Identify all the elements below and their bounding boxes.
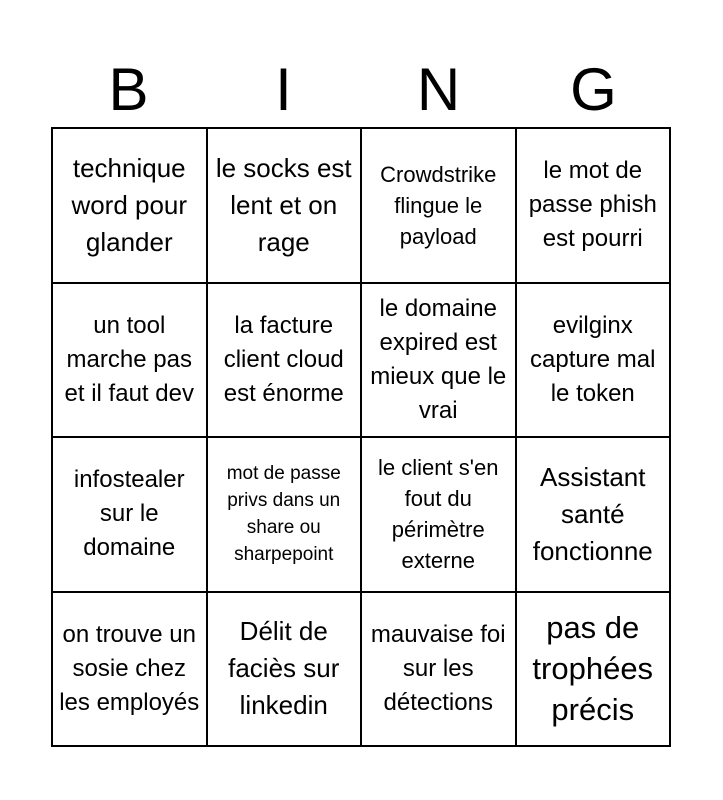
bingo-cell-text: le socks est lent et on rage (215, 152, 352, 257)
bingo-cell-text: mot de passe privs dans un share ou sharpepoint (226, 463, 341, 566)
bingo-cell-text: le domaine expired est mieux que le vrai (370, 294, 507, 424)
header-letter-g: G (570, 56, 617, 123)
header-letter-b: B (108, 56, 149, 123)
bingo-cell-text: infostealer sur le domaine (73, 466, 185, 562)
bingo-cell-text: pas de trophées précis (532, 610, 654, 728)
bingo-cell-text: Assistant santé fonctionne (532, 461, 653, 566)
bingo-cell[interactable] (53, 438, 208, 593)
bingo-cell-text: un tool marche pas et il faut dev (64, 311, 194, 407)
header-letter-i: I (275, 56, 292, 123)
bingo-cell[interactable] (517, 284, 672, 439)
bingo-cell[interactable] (517, 438, 672, 593)
bingo-cell-text: Délit de faciès sur linkedin (228, 616, 340, 721)
bingo-cell-text: evilginx capture mal le token (530, 311, 656, 407)
bingo-cell[interactable] (208, 129, 363, 284)
bingo-cell[interactable] (208, 438, 363, 593)
bingo-cell-text: le mot de passe phish est pourri (528, 157, 657, 253)
bingo-cell-text: technique word pour glander (71, 152, 188, 257)
bingo-cell[interactable] (208, 593, 363, 748)
bingo-cell[interactable] (53, 129, 208, 284)
header-letter-n: N (416, 56, 461, 123)
bingo-card-grid (51, 127, 671, 747)
bingo-header (51, 52, 671, 128)
bingo-cell[interactable] (362, 284, 517, 439)
bingo-cell[interactable] (362, 438, 517, 593)
bingo-cell-text: la facture client cloud est énorme (223, 311, 344, 407)
bingo-cell[interactable] (53, 284, 208, 439)
bingo-cell[interactable] (362, 593, 517, 748)
bingo-cell[interactable] (362, 129, 517, 284)
bingo-cell-text: Crowdstrike flingue le payload (380, 161, 497, 249)
bingo-cell-text: le client s'en fout du périmètre externe (378, 455, 499, 574)
bingo-cell-text: on trouve un sosie chez les employés (59, 620, 200, 716)
bingo-cell[interactable] (53, 593, 208, 748)
bingo-cell[interactable] (517, 129, 672, 284)
bingo-cell[interactable] (208, 284, 363, 439)
bingo-cell-text: mauvaise foi sur les détections (370, 620, 506, 716)
bingo-cell[interactable] (517, 593, 672, 748)
